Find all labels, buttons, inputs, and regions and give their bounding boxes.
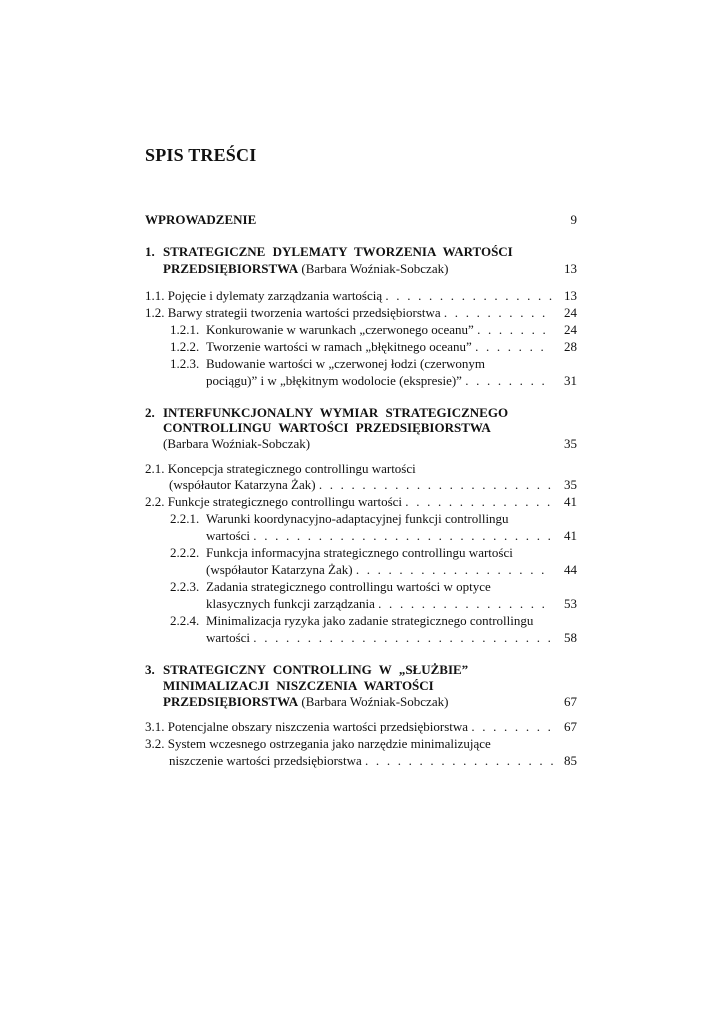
toc-chapter-2-author[interactable]: [145, 436, 577, 451]
entry-label: WPROWADZENIE: [145, 212, 257, 227]
toc-section-2-2-3[interactable]: [145, 579, 577, 594]
toc-section-2-2-4-cont[interactable]: [145, 630, 577, 645]
section-title: Funkcja informacyjna strategicznego controllingu wartości: [206, 545, 513, 560]
page-number: 13: [564, 261, 577, 276]
leader-dots: . . . . . . . .: [465, 373, 547, 388]
toc-section-1-2-3[interactable]: [145, 356, 577, 371]
toc-section-1-2-3-cont[interactable]: [145, 373, 577, 388]
page-number: 28: [564, 339, 577, 354]
leader-dots: . . . . . . .: [475, 339, 546, 354]
toc-chapter-1-heading[interactable]: [145, 244, 577, 259]
leader-dots: . . . . . . . . . . . . . . . .: [378, 596, 548, 611]
toc-section-3-2-cont[interactable]: [145, 753, 577, 768]
section-number: 3.2.: [145, 736, 165, 751]
page-number: 35: [564, 436, 577, 451]
leader-dots: . . . . . . .: [477, 322, 548, 337]
chapter-author: (Barbara Woźniak-Sobczak): [163, 436, 311, 451]
toc-section-2-2[interactable]: [145, 494, 577, 509]
section-number: 1.2.2.: [170, 339, 200, 354]
toc-section-1-1[interactable]: [145, 288, 577, 303]
page-number: 41: [564, 494, 577, 509]
page-number: 53: [564, 596, 577, 611]
section-title: (współautor Katarzyna Żak): [169, 477, 316, 492]
section-number: 2.2.3.: [170, 579, 200, 594]
toc-section-2-2-4[interactable]: [145, 613, 577, 628]
toc-section-2-2-2[interactable]: [145, 545, 577, 560]
section-number: 2.2.1.: [170, 511, 200, 526]
page-number: 9: [570, 212, 577, 227]
page-number: 67: [564, 694, 577, 709]
toc-chapter-2-heading[interactable]: [145, 405, 577, 420]
leader-dots: . . . . . . . . . . . . . . . . . . . . . . . . . . . .: [253, 528, 554, 543]
leader-dots: . . . . . . . . . . . . . . . . . .: [355, 562, 547, 577]
section-title: pociągu)” i w „błękitnym wodolocie (ekspresie)”: [206, 373, 462, 388]
toc-section-1-2[interactable]: [145, 305, 577, 320]
page-number: 58: [564, 630, 577, 645]
section-title: klasycznych funkcji zarządzania: [206, 596, 375, 611]
section-number: 2.2.2.: [170, 545, 200, 560]
chapter-title-line: INTERFUNKCJONALNY WYMIAR STRATEGICZNEGO: [163, 405, 509, 420]
page-number: 44: [564, 562, 577, 577]
section-title: Zadania strategicznego controllingu wartości w optyce: [206, 579, 491, 594]
section-number: 2.1.: [145, 461, 165, 476]
section-number: 2.2.: [145, 494, 165, 509]
toc-entry-introduction[interactable]: [145, 212, 577, 227]
leader-dots: . . . . . . . . . . . . . . . .: [385, 288, 555, 303]
toc-section-2-2-2-cont[interactable]: [145, 562, 577, 577]
chapter-title-line: STRATEGICZNE DYLEMATY TWORZENIA WARTOŚCI: [163, 244, 513, 259]
chapter-number: 3.: [145, 662, 155, 677]
section-number: 1.1.: [145, 288, 165, 303]
toc-section-1-2-1[interactable]: [145, 322, 577, 337]
section-title: Minimalizacja ryzyka jako zadanie strategicznego controllingu: [206, 613, 534, 628]
section-number: 3.1.: [145, 719, 165, 734]
toc-section-2-2-1[interactable]: [145, 511, 577, 526]
section-title: wartości: [206, 630, 251, 645]
leader-dots: . . . . . . . . . . . . . . . . . . . . . . . . . . . .: [253, 630, 554, 645]
chapter-title-line: MINIMALIZACJI NISZCZENIA WARTOŚCI: [163, 678, 434, 693]
section-title: Pojęcie i dylematy zarządzania wartością: [167, 288, 383, 303]
leader-dots: . . . . . . . . . .: [443, 305, 548, 320]
section-number: 1.2.3.: [170, 356, 200, 371]
page-number: 85: [564, 753, 577, 768]
section-title: Warunki koordynacyjno-adaptacyjnej funkcji controllingu: [206, 511, 509, 526]
toc-chapter-1-heading-cont[interactable]: [145, 261, 577, 276]
section-title: Funkcje strategicznego controllingu wartości: [167, 494, 403, 509]
leader-dots: . . . . . . . . . . . . . . . . . .: [365, 753, 556, 768]
section-title: Budowanie wartości w „czerwonej łodzi (czerwonym: [206, 356, 486, 371]
page-number: 24: [564, 305, 577, 320]
toc-chapter-3-heading-cont2[interactable]: [145, 694, 577, 709]
chapter-number: 2.: [145, 405, 155, 420]
leader-dots: . . . . . . . . . . . . . .: [405, 494, 553, 509]
section-title: Konkurowanie w warunkach „czerwonego oceanu”: [206, 322, 474, 337]
chapter-author: (Barbara Woźniak-Sobczak): [301, 261, 449, 276]
section-title: niszczenie wartości przedsiębiorstwa: [169, 753, 362, 768]
toc-section-1-2-2[interactable]: [145, 339, 577, 354]
leader-dots: . . . . . . . .: [471, 719, 554, 734]
page-title: SPIS TREŚCI: [145, 145, 257, 165]
page-number: 67: [564, 719, 577, 734]
section-number: 1.2.: [145, 305, 165, 320]
chapter-title-line: STRATEGICZNY CONTROLLING W „SŁUŻBIE”: [163, 662, 469, 677]
toc-section-3-2[interactable]: [145, 736, 577, 751]
toc-chapter-2-heading-cont[interactable]: [145, 420, 577, 435]
chapter-title-line: PRZEDSIĘBIORSTWA: [163, 261, 299, 276]
toc-section-3-1[interactable]: [145, 719, 577, 734]
section-number: 1.2.1.: [170, 322, 200, 337]
leader-dots: . . . . . . . . . . . . . . . . . . . . . .: [318, 477, 554, 492]
toc-section-2-2-1-cont[interactable]: [145, 528, 577, 543]
page-number: 35: [564, 477, 577, 492]
chapter-title-line: CONTROLLINGU WARTOŚCI PRZEDSIĘBIORSTWA: [163, 420, 491, 435]
section-title: Barwy strategii tworzenia wartości przedsiębiorstwa: [167, 305, 441, 320]
toc-chapter-3-heading[interactable]: [145, 662, 577, 677]
section-title: wartości: [206, 528, 251, 543]
toc-section-2-1[interactable]: [145, 461, 577, 476]
section-title: Tworzenie wartości w ramach „błękitnego oceanu”: [206, 339, 472, 354]
toc-chapter-3-heading-cont[interactable]: [145, 678, 577, 693]
page-number: 13: [564, 288, 577, 303]
toc-section-2-2-3-cont[interactable]: [145, 596, 577, 611]
chapter-title-line: PRZEDSIĘBIORSTWA: [163, 694, 299, 709]
section-title: System wczesnego ostrzegania jako narzędzie minimalizujące: [167, 736, 491, 751]
page-number: 31: [564, 373, 577, 388]
section-number: 2.2.4.: [170, 613, 200, 628]
page-number: 24: [564, 322, 577, 337]
chapter-number: 1.: [145, 244, 155, 259]
toc-section-2-1-cont[interactable]: [145, 477, 577, 492]
page-number: 41: [564, 528, 577, 543]
section-title: Potencjalne obszary niszczenia wartości przedsiębiorstwa: [167, 719, 469, 734]
section-title: Koncepcja strategicznego controllingu wartości: [167, 461, 416, 476]
section-title: (współautor Katarzyna Żak): [206, 562, 353, 577]
chapter-author: (Barbara Woźniak-Sobczak): [301, 694, 449, 709]
